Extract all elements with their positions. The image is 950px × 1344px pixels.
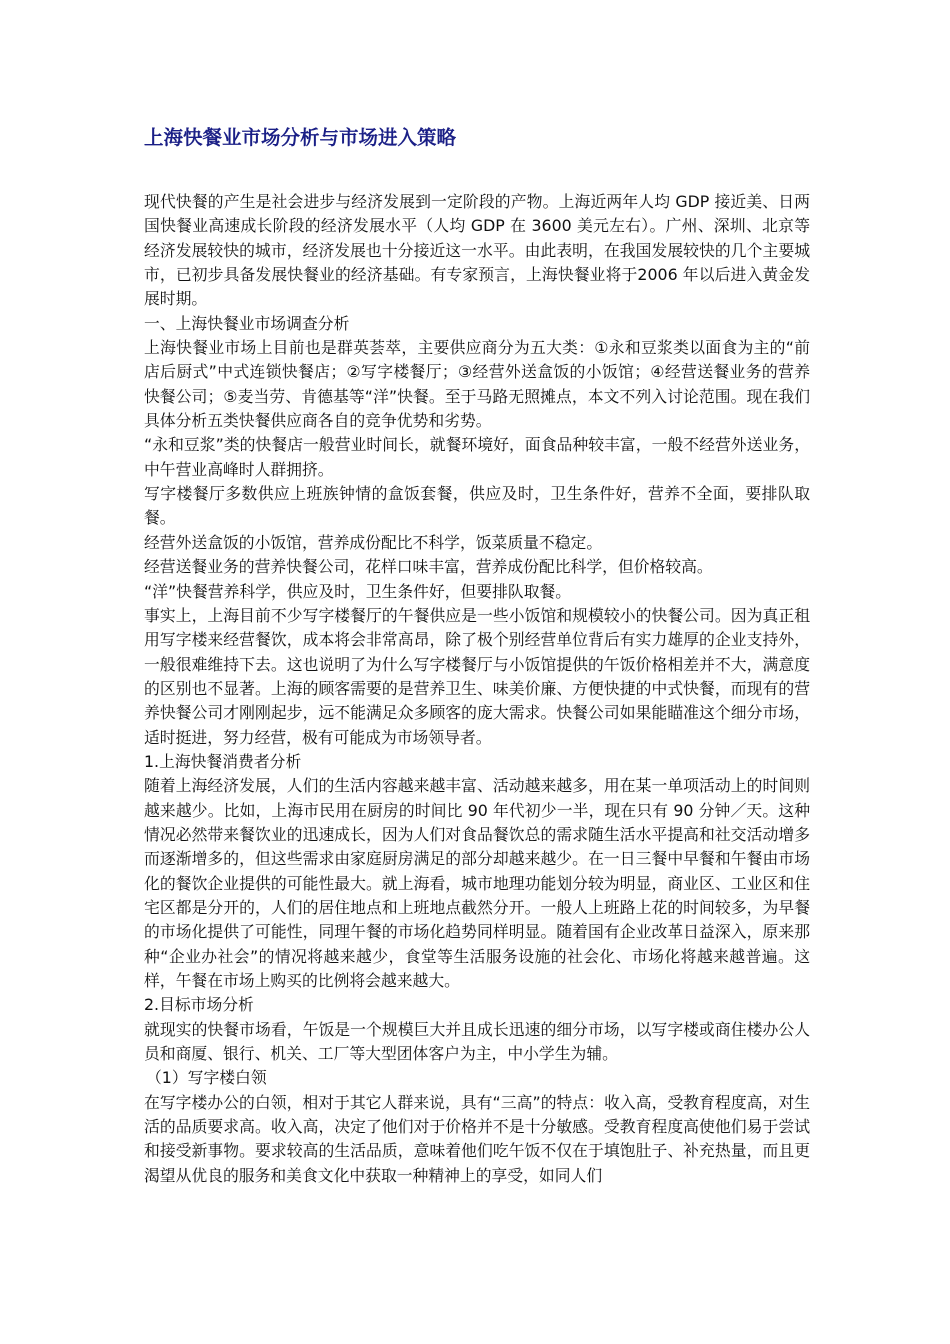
paragraph-consumers: 随着上海经济发展，人们的生活内容越来越丰富、活动越来越多，用在某一单项活动上的时间则越来越少。比如，上海市民用在厨房的时间比 90 年代初少一半，现在只有 90 分钟／天。这种情况必然带来餐饮业的迅速成长，因为人们对食品餐饮总的需求随生活水平提高和社交活动增多而逐渐增多的，但这些需求由家庭厨房满足的部分却越来越少。在一日三餐中早餐和午餐由市场化的餐饮企业提供的可能性最大。就上海看，城市地理功能划分较为明显，商业区、工业区和住宅区都是分开的，人们的居住地点和上班地点截然分开。一般人上班路上花的时间较多，为早餐的市场化提供了可能性，同理午餐的市场化趋势同样明显。随着国有企业改革日益深入，原来那种“企业办社会”的情况将越来越少，食堂等生活服务设施的社会化、市场化将越来越普遍。这样，午餐在市场上购买的比例将会越来越大。 bbox=[144, 776, 810, 990]
subsection-heading-white-collar: （1）写字楼白领 bbox=[146, 1068, 267, 1088]
paragraph-western-fastfood: “洋”快餐营养科学，供应及时，卫生条件好，但要排队取餐。 bbox=[144, 581, 572, 601]
paragraph-suppliers: 上海快餐业市场上目前也是群英荟萃，主要供应商分为五大类：①永和豆浆类以面食为主的“前店后厨式”中式连锁快餐店；②写字楼餐厅；③经营外送盒饭的小饭馆；④经营送餐业务的营养快餐公司；⑤麦当劳、肯德基等“洋”快餐。至于马路无照摊点，本文不列入讨论范围。现在我们具体分析五类快餐供应商各自的竞争优势和劣势。 bbox=[144, 338, 810, 431]
document-body bbox=[144, 190, 810, 1188]
paragraph-intro: 现代快餐的产生是社会进步与经济发展到一定阶段的产物。上海近两年人均 GDP 接近美、日两国快餐业高速成长阶段的经济发展水平（人均 GDP 在 3600 美元左右）。广州、深圳、北京等经济发展较快的城市，经济发展也十分接近这一水平。由此表明，在我国发展较快的几个主要城市，已初步具备发展快餐业的经济基础。有专家预言，上海快餐业将于2006 年以后进入黄金发展时期。 bbox=[144, 192, 810, 309]
paragraph-office-canteen: 写字楼餐厅多数供应上班族钟情的盒饭套餐，供应及时，卫生条件好，营养不全面，要排队取餐。 bbox=[144, 484, 810, 528]
section-heading: 一、上海快餐业市场调查分析 bbox=[144, 313, 350, 333]
paragraph-fact: 事实上，上海目前不少写字楼餐厅的午餐供应是一些小饭馆和规模较小的快餐公司。因为真正租用写字楼来经营餐饮，成本将会非常高昂，除了极个别经营单位背后有实力雄厚的企业支持外，一般很难维持下去。这也说明了为什么写字楼餐厅与小饭馆提供的午饭价格相差并不大，满意度的区别也不显著。上海的顾客需要的是营养卫生、味美价廉、方便快捷的中式快餐，而现有的营养快餐公司才刚刚起步，远不能满足众多顾客的庞大需求。快餐公司如果能瞄准这个细分市场，适时挺进，努力经营，极有可能成为市场领导者。 bbox=[144, 605, 810, 747]
subsection-heading-consumers: 1.上海快餐消费者分析 bbox=[144, 751, 302, 771]
paragraph-small-restaurant: 经营外送盒饭的小饭馆，营养成份配比不科学，饭菜质量不稳定。 bbox=[144, 532, 603, 552]
subsection-heading-target-market: 2.目标市场分析 bbox=[144, 995, 254, 1015]
paragraph-yonghe: “永和豆浆”类的快餐店一般营业时间长，就餐环境好，面食品种较丰富，一般不经营外送业务，中午营业高峰时人群拥挤。 bbox=[144, 435, 810, 479]
paragraph-nutrition-company: 经营送餐业务的营养快餐公司，花样口味丰富，营养成份配比科学，但价格较高。 bbox=[144, 557, 713, 577]
paragraph-target-market: 就现实的快餐市场看，午饭是一个规模巨大并且成长迅速的细分市场，以写字楼或商住楼办公人员和商厦、银行、机关、工厂等大型团体客户为主，中小学生为辅。 bbox=[144, 1019, 810, 1064]
paragraph-white-collar: 在写字楼办公的白领，相对于其它人群来说，具有“三高”的特点：收入高，受教育程度高，对生活的品质要求高。收入高，决定了他们对于价格并不是十分敏感。受教育程度高使他们易于尝试和接受新事物。要求较高的生活品质，意味着他们吃午饭不仅在于填饱肚子、补充热量，而且更渴望从优良的服务和美食文化中获取一种精神上的享受，如同人们 bbox=[144, 1092, 810, 1185]
document-title: 上海快餐业市场分析与市场进入策略 bbox=[144, 126, 457, 149]
document-page bbox=[144, 120, 810, 1188]
